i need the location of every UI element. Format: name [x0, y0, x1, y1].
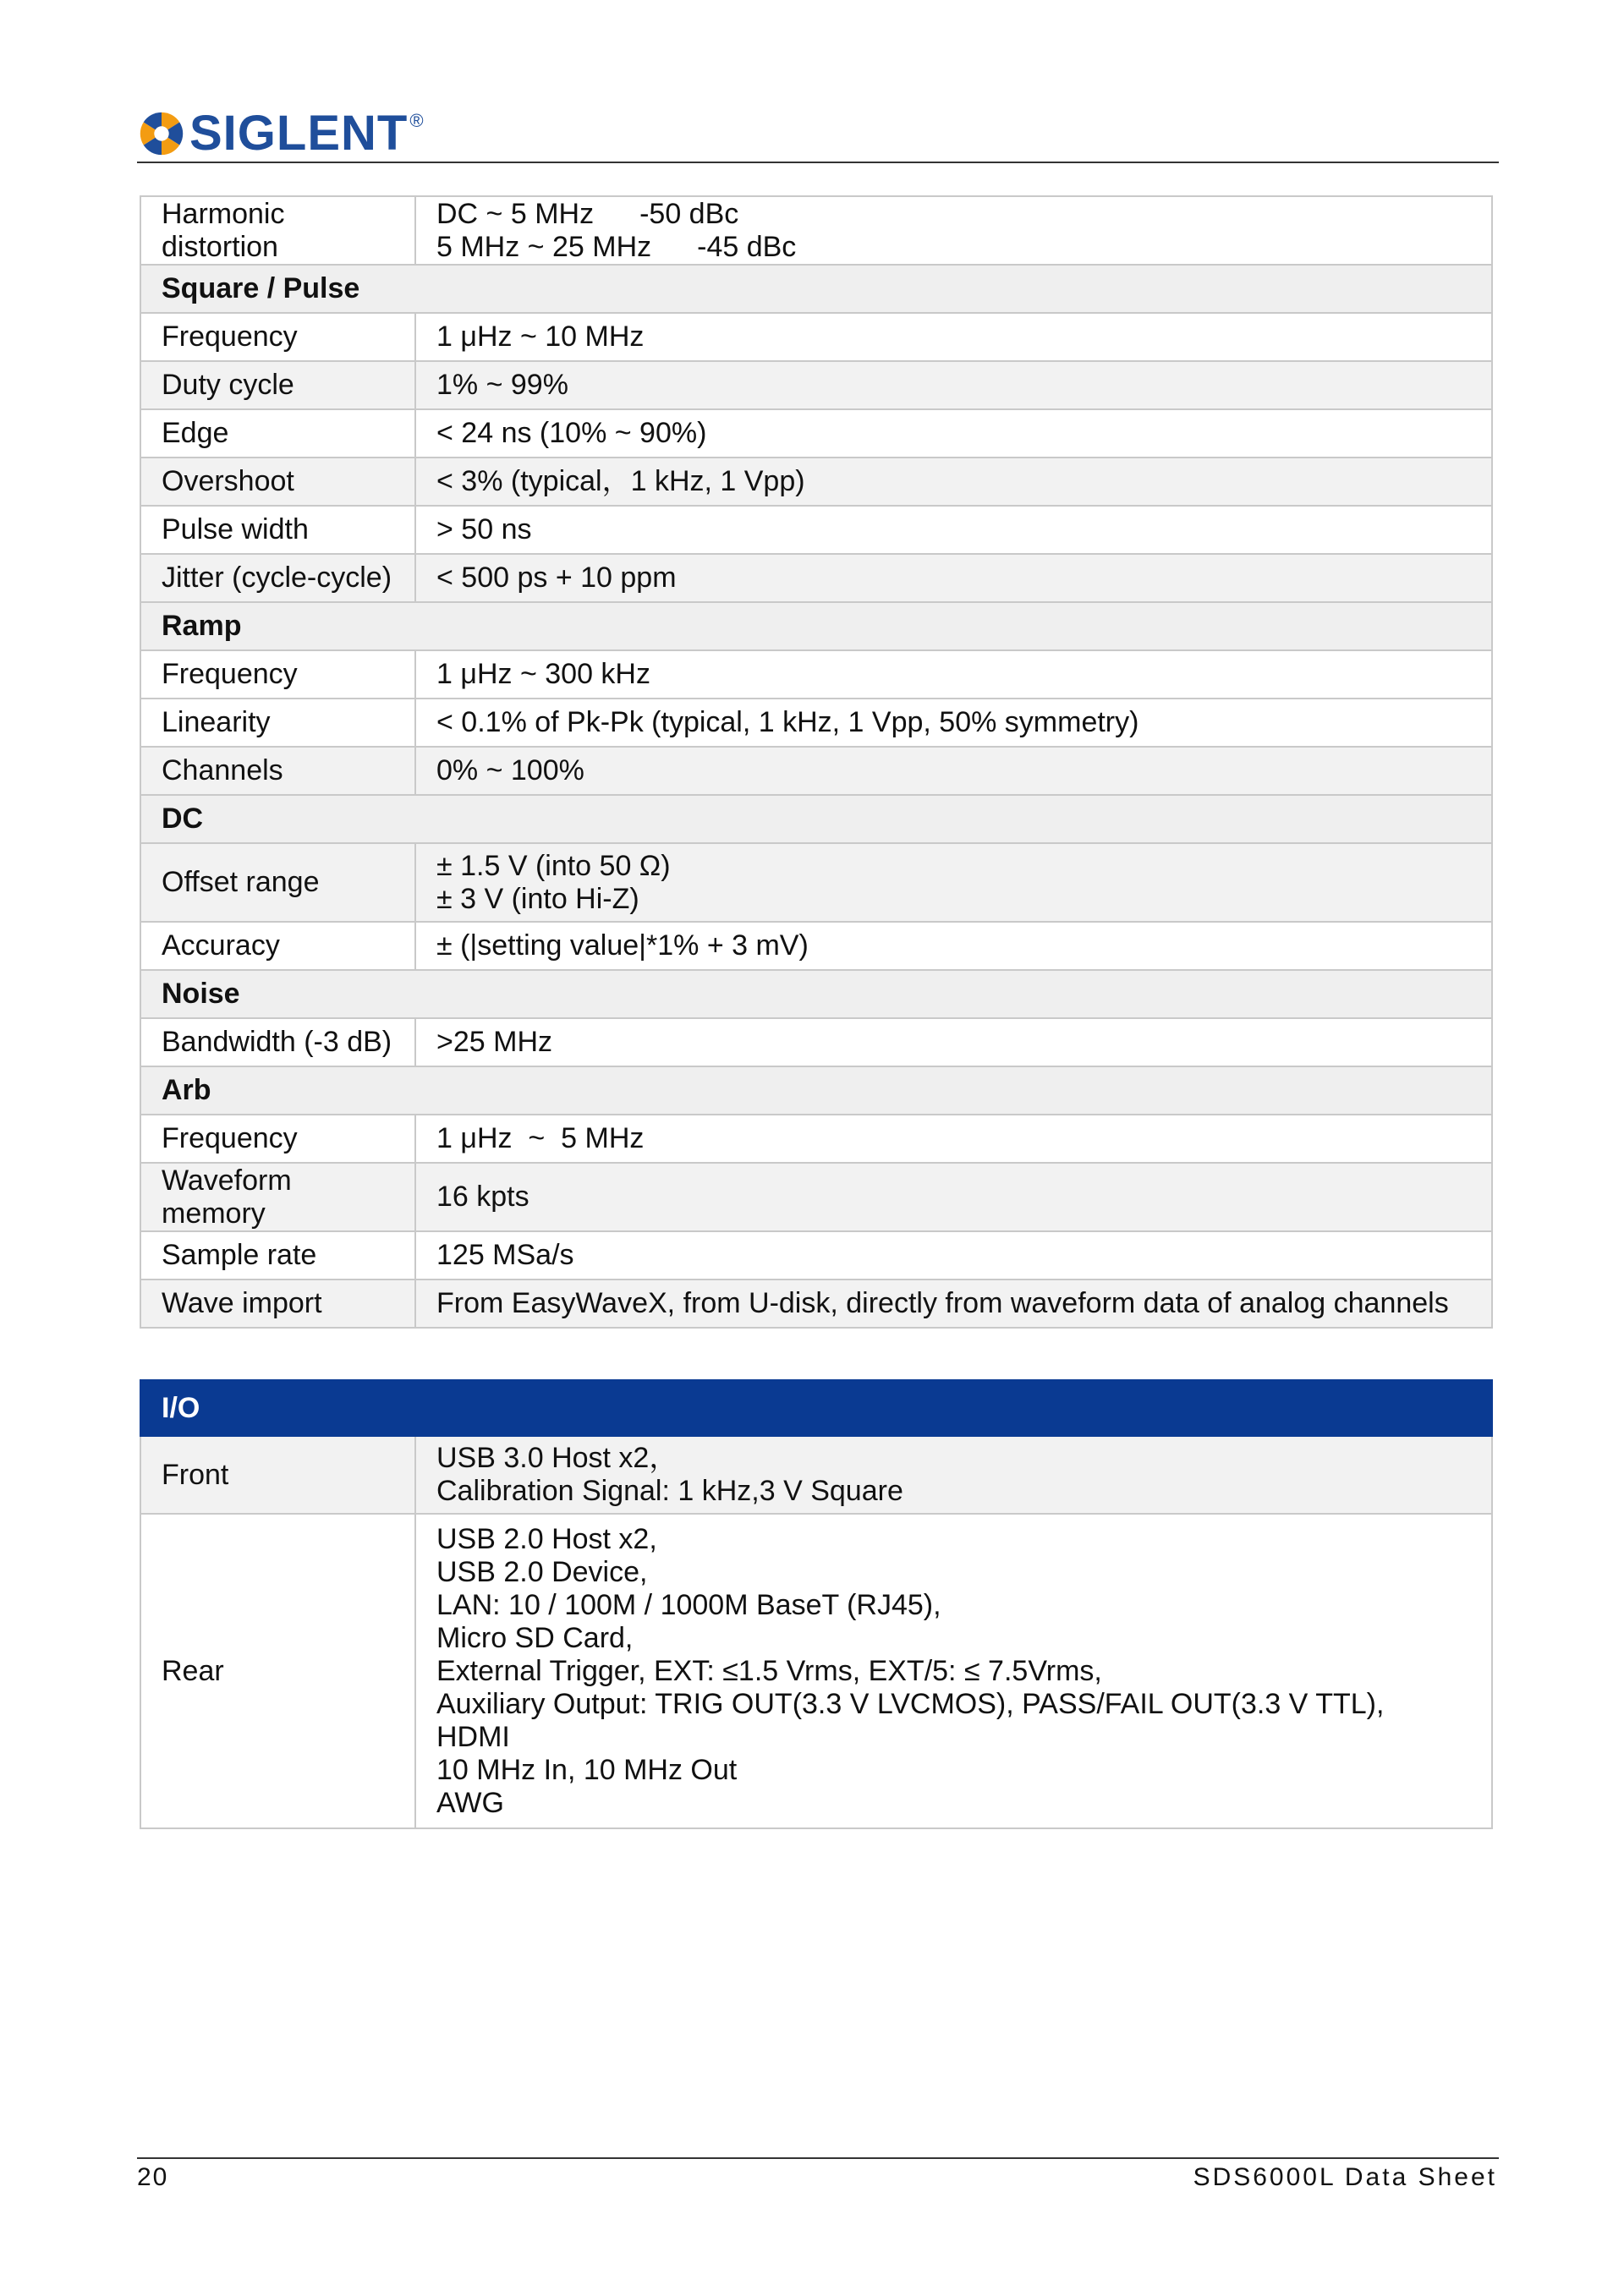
table-row [140, 650, 1492, 699]
harmonic-range-2: 5 MHz ~ 25 MHz [436, 230, 652, 263]
table-row [140, 313, 1492, 361]
page-number: 20 [137, 2163, 169, 2191]
section-title: Ramp [140, 602, 1492, 650]
table-row [140, 506, 1492, 554]
table-row-harmonic-distortion [140, 196, 1492, 265]
table-row [140, 747, 1492, 795]
section-title: Square / Pulse [140, 265, 1492, 313]
row-value: < 24 ns (10% ~ 90%) [415, 409, 1492, 458]
row-label: Duty cycle [140, 361, 415, 409]
table-row [140, 699, 1492, 747]
row-label: Channels [140, 747, 415, 795]
row-value: < 3% (typical，1 kHz, 1 Vpp) [415, 458, 1492, 506]
table-row [140, 458, 1492, 506]
harmonic-value-1: -50 dBc [639, 197, 739, 230]
row-label: Pulse width [140, 506, 415, 554]
table-row [140, 1115, 1492, 1163]
row-label: Front [140, 1436, 415, 1514]
row-label: Accuracy [140, 922, 415, 970]
row-label: Frequency [140, 313, 415, 361]
table-row [140, 409, 1492, 458]
section-title: Arb [140, 1066, 1492, 1115]
row-value: From EasyWaveX, from U-disk, directly from waveform data of analog channels [415, 1280, 1492, 1328]
row-value: 1% ~ 99% [415, 361, 1492, 409]
row-value: 1 μHz ~ 10 MHz [415, 313, 1492, 361]
row-value [415, 196, 1492, 265]
row-label: Offset range [140, 843, 415, 922]
table-row [140, 554, 1492, 602]
row-value: USB 3.0 Host x2， Calibration Signal: 1 kHz,3 V Square [415, 1436, 1492, 1514]
row-label: Wave import [140, 1280, 415, 1328]
row-value: USB 2.0 Host x2, USB 2.0 Device, LAN: 10 / 100M / 1000M BaseT (RJ45), Micro SD Card, External Trigger, EXT: ≤1.5 Vrms, EXT/5: ≤ 7.5Vrms, Auxiliary Output: TRIG OUT(3.3 V LVCMOS), PASS/FAIL OUT(3.3 V TTL), HDMI 10 MHz In, 10 MHz Out AWG [415, 1514, 1492, 1828]
section-heading-ramp [140, 602, 1492, 650]
section-heading-noise [140, 970, 1492, 1018]
document-title: SDS6000L Data Sheet [1193, 2163, 1497, 2191]
row-label: Frequency [140, 650, 415, 699]
row-value: < 0.1% of Pk-Pk (typical, 1 kHz, 1 Vpp, 50% symmetry) [415, 699, 1492, 747]
registered-mark: ® [409, 110, 424, 131]
section-title: I/O [140, 1380, 1492, 1436]
table-row [140, 922, 1492, 970]
footer-divider [137, 2157, 1499, 2159]
row-label: Frequency [140, 1115, 415, 1163]
section-heading-arb [140, 1066, 1492, 1115]
table-row [140, 361, 1492, 409]
row-label: Rear [140, 1514, 415, 1828]
row-value: 0% ~ 100% [415, 747, 1492, 795]
table-row-rear [140, 1514, 1492, 1828]
io-table [140, 1379, 1493, 1829]
row-label: Bandwidth (-3 dB) [140, 1018, 415, 1066]
row-value: < 500 ps + 10 ppm [415, 554, 1492, 602]
row-label: Jitter (cycle-cycle) [140, 554, 415, 602]
row-value: ± 1.5 V (into 50 Ω) ± 3 V (into Hi-Z) [415, 843, 1492, 922]
row-label: Edge [140, 409, 415, 458]
row-value: 125 MSa/s [415, 1231, 1492, 1280]
section-heading-square-pulse [140, 265, 1492, 313]
harmonic-value-2: -45 dBc [697, 230, 797, 263]
section-title: DC [140, 795, 1492, 843]
harmonic-range-1: DC ~ 5 MHz [436, 197, 595, 230]
siglent-swirl-icon [137, 109, 186, 158]
row-value: ± (|setting value|*1% + 3 mV) [415, 922, 1492, 970]
row-label: Overshoot [140, 458, 415, 506]
table-row [140, 843, 1492, 922]
header-divider [137, 162, 1499, 163]
table-row-front [140, 1436, 1492, 1514]
table-row [140, 1018, 1492, 1066]
row-label: Harmonic distortion [140, 196, 415, 265]
row-label: Waveform memory [140, 1163, 415, 1231]
row-label: Linearity [140, 699, 415, 747]
siglent-logo [137, 108, 424, 159]
section-title: Noise [140, 970, 1492, 1018]
row-value: 16 kpts [415, 1163, 1492, 1231]
row-value: >25 MHz [415, 1018, 1492, 1066]
row-label: Sample rate [140, 1231, 415, 1280]
brand-name: SIGLENT [189, 106, 409, 161]
row-value: 1 μHz ~ 5 MHz [415, 1115, 1492, 1163]
row-value: > 50 ns [415, 506, 1492, 554]
specifications-table [140, 195, 1493, 1329]
table-row [140, 1280, 1492, 1328]
table-row [140, 1231, 1492, 1280]
section-heading-dc [140, 795, 1492, 843]
table-row [140, 1163, 1492, 1231]
io-section-heading [140, 1380, 1492, 1436]
row-value: 1 μHz ~ 300 kHz [415, 650, 1492, 699]
